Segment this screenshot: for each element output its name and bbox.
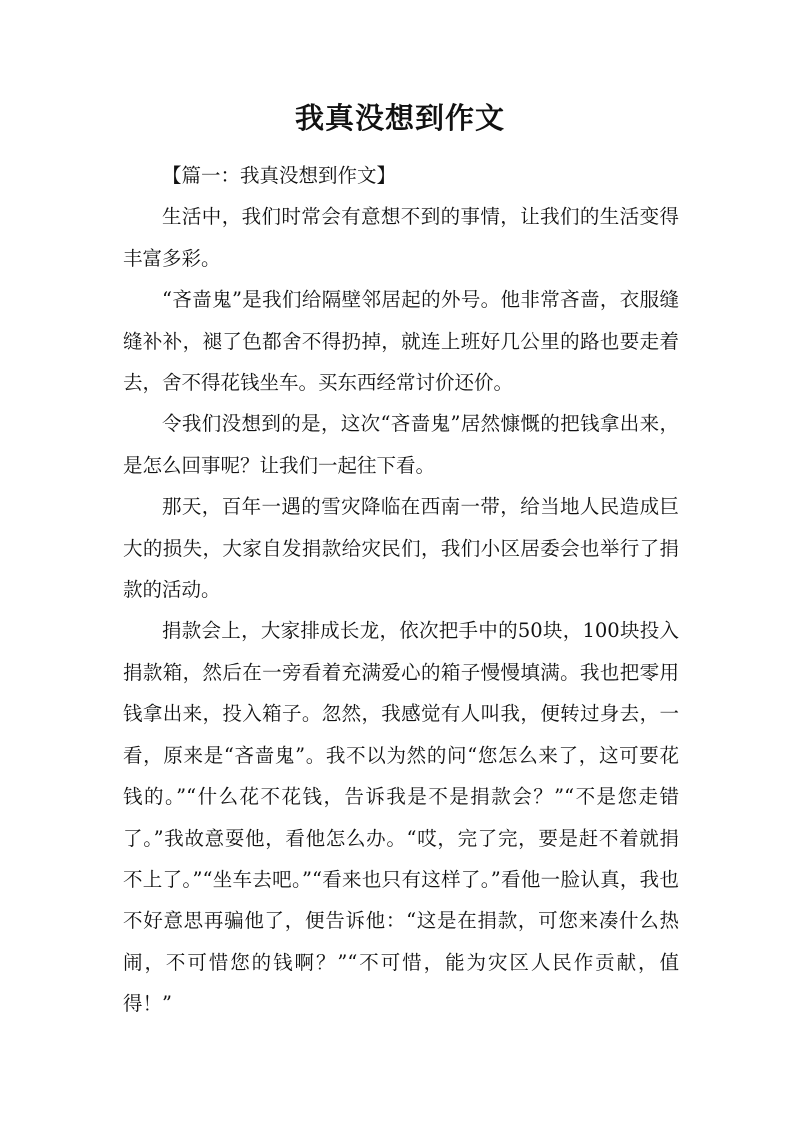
paragraph: 生活中，我们时常会有意想不到的事情，让我们的生活变得丰富多彩。 — [123, 205, 679, 270]
section-heading: 【篇一：我真没想到作文】 — [162, 164, 397, 187]
paragraph: 捐款会上，大家排成长龙，依次把手中的50块，100块投入捐款箱，然后在一旁看着充满爱心的箱子慢慢填满。我也把零用钱拿出来，投入箱子。忽然，我感觉有人叫我，便转过身去，一看，原来是“吝啬鬼”。我不以为然的问“您怎么来了，这可要花钱的。”“什么花不花钱，告诉我是不是捐款会？”“不是您走错了。”我故意耍他，看他怎么办。“哎，完了完，要是赶不着就捐不上了。”“坐车去吧。”“看来也只有这样了。”看他一脸认真，我也不好意思再骗他了，便告诉他：“这是在捐款，可您来凑什么热闹，不可惜您的钱啊？”“不可惜，能为灾区人民作贡献，值得！” — [123, 619, 679, 1016]
document-body — [123, 155, 679, 1025]
paragraph: 那天，百年一遇的雪灾降临在西南一带，给当地人民造成巨大的损失，大家自发捐款给灾民们，我们小区居委会也举行了捐款的活动。 — [123, 495, 679, 602]
paragraph: “吝啬鬼”是我们给隔壁邻居起的外号。他非常吝啬，衣服缝缝补补，褪了色都舍不得扔掉，就连上班好几公里的路也要走着去，舍不得花钱坐车。买东西经常讨价还价。 — [123, 288, 679, 395]
document-title: 我真没想到作文 — [294, 101, 505, 135]
paragraph: 令我们没想到的是，这次“吝啬鬼”居然慷慨的把钱拿出来，是怎么回事呢？让我们一起往下看。 — [123, 412, 679, 477]
